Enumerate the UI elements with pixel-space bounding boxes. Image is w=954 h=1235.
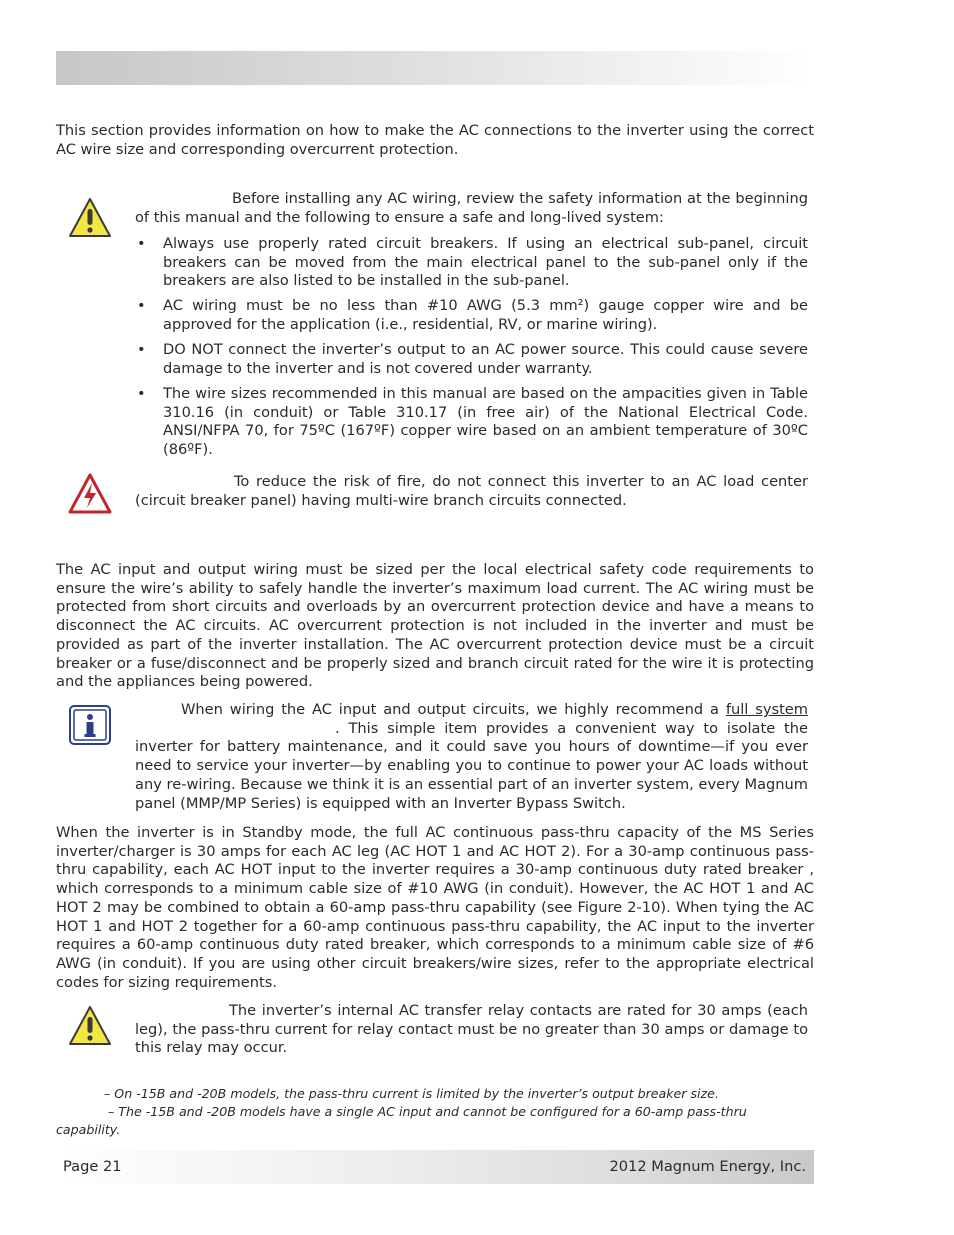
info-text: When wiring the AC input and output circuits, we highly recommend a full system. This simple item provides a convenient way to isolate the inverter for battery maintenance, and it could save you hours of downtime—if you ever need to service your inverter—by enabling you to continue to power your AC loads without any re-wiring. Because we think it is an essential part of an inverter system, every Magnum panel (MMP/MP Series) is equipped with an Inverter Bypass Switch. — [135, 701, 808, 812]
relay-caution-text: The inverter’s internal AC transfer relay contacts are rated for 30 amps (each leg), the pass-thru current for relay contact must be no greater than 30 amps or damage to this relay may occur. — [135, 1002, 808, 1057]
list-item: • Always use properly rated circuit breakers. If using an electrical sub-panel, circuit breakers can be moved from the main electrical panel to the sub-panel only if the breakers are also listed to be installed in the sub-panel. — [137, 235, 808, 290]
caution-bullet-list — [135, 235, 808, 466]
electrical-hazard-icon — [68, 472, 112, 520]
info-icon — [68, 704, 112, 752]
footnote-2: – The -15B and -20B models have a single AC input and cannot be configured for a 60-amp pass-thru capability. — [56, 1104, 747, 1137]
list-item: • DO NOT connect the inverter’s output to an AC power source. This could cause severe damage to the inverter and is not covered under warranty. — [137, 341, 808, 377]
header-bar — [56, 51, 814, 85]
list-item: • AC wiring must be no less than #10 AWG (5.3 mm²) gauge copper wire and be approved for the application (i.e., residential, RV, or marine wiring). — [137, 297, 808, 334]
caution-icon — [68, 1004, 112, 1052]
footnote-1: – On -15B and -20B models, the pass-thru current is limited by the inverter’s output breaker size. — [104, 1086, 719, 1101]
page-number: Page 21 — [63, 1158, 122, 1175]
caution-intro-text — [135, 190, 808, 227]
intro-paragraph: This section provides information on how to make the AC connections to the inverter using the correct AC wire size and corresponding overcurrent protection. — [56, 122, 814, 158]
copyright-text: 2012 Magnum Energy, Inc. — [609, 1158, 806, 1175]
standby-paragraph: When the inverter is in Standby mode, the full AC continuous pass-thru capacity of the MS Series inverter/charger is 30 amps for each AC leg (AC HOT 1 and AC HOT 2). For a 30-amp continuous pass-thru capability, each AC HOT input to the inverter requires a 30-amp continuous duty rated breaker , which corresponds to a minimum cable size of #10 AWG (in conduit). However, the AC HOT 1 and AC HOT 2 may be combined to obtain a 60-amp pass-thru capability (see Figure 2-10). When tying the AC HOT 1 and HOT 2 together for a 60-amp continuous pass-thru capability, the AC input to the inverter requires a 60-amp continuous duty rated breaker, which corresponds to a minimum cable size of #6 AWG (in conduit). If you are using other circuit breakers/wire sizes, refer to the appropriate electrical codes for sizing requirements. — [56, 824, 814, 991]
warning-text: To reduce the risk of fire, do not connect this inverter to an AC load center (circuit breaker panel) having multi-wire branch circuits connected. — [135, 473, 808, 509]
wiring-paragraph: The AC input and output wiring must be sized per the local electrical safety code requirements to ensure the wire’s ability to safely handle the inverter’s maximum load current. The AC wiring must be protected from short circuits and overloads by an overcurrent protection device and have a means to disconnect the AC circuits. AC overcurrent protection is not included in the inverter and must be provided as part of the inverter installation. The AC overcurrent protection device must be a circuit breaker or a fuse/disconnect and be properly sized and branch circuit rated for the wire it is protecting and the appliances being powered. — [56, 561, 814, 691]
caution-intro-body: Before installing any AC wiring, review the safety information at the beginning of this manual and the following to ensure a safe and long-lived system: — [135, 190, 808, 226]
list-item: • The wire sizes recommended in this manual are based on the ampacities given in Table 310.16 (in conduit) or Table 310.17 (in free air) of the National Electrical Code. ANSI/NFPA 70, for 75ºC (167ºF) copper wire based on an ambient temperature of 30ºC (86ºF). — [137, 384, 808, 458]
caution-icon — [68, 196, 112, 244]
full-system-link[interactable]: full system — [725, 701, 808, 718]
